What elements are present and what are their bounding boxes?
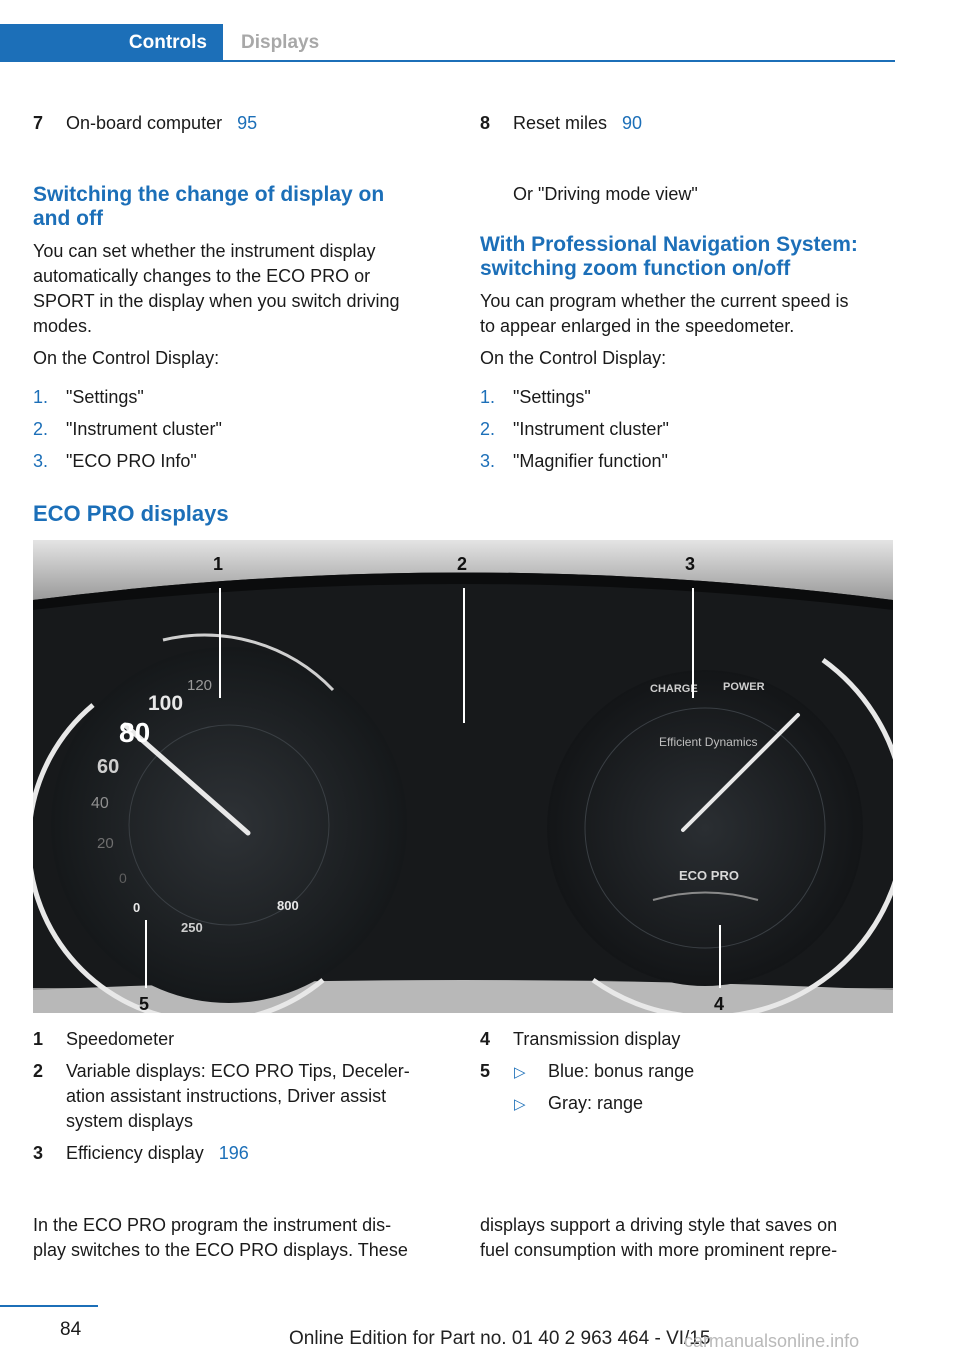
zoom-step-num: 1. <box>480 387 496 407</box>
switching-paragraph <box>33 239 453 339</box>
speed-tick-80: 80 <box>119 717 151 748</box>
callout-4: 4 <box>714 994 725 1013</box>
power-label: POWER <box>723 681 765 693</box>
legend-2-line: Variable displays: ECO PRO Tips, Deceler- <box>66 1061 410 1081</box>
eco-pro-dial-label: ECO PRO <box>679 868 739 883</box>
tab-controls[interactable]: Controls <box>0 24 223 62</box>
range-label-0: 0 <box>133 900 141 915</box>
legend-2-line: system displays <box>66 1111 194 1131</box>
switching-para-line: SPORT in the display when you switch driving <box>33 291 400 311</box>
zoom-para-line: You can program whether the current speed is <box>480 291 849 311</box>
eco-pro-heading: ECO PRO displays <box>33 501 229 526</box>
callout-5: 5 <box>139 994 150 1013</box>
legend-5-number: 5 <box>480 1061 491 1081</box>
switching-para-line: automatically changes to the ECO PRO or <box>33 266 371 286</box>
range-label-800: 800 <box>277 898 299 913</box>
item-8-label <box>513 111 642 136</box>
zoom-heading <box>480 233 858 281</box>
instrument-cluster-illustration <box>33 540 893 1013</box>
legend-4-number: 4 <box>480 1029 491 1049</box>
item-7-text: On-board computer <box>66 113 223 133</box>
item-7-label <box>66 111 257 136</box>
item-8-page-ref[interactable]: 90 <box>622 113 643 133</box>
switching-step-text: "ECO PRO Info" <box>66 451 197 471</box>
switching-heading-line2: and off <box>33 207 103 230</box>
header-rule <box>0 60 895 62</box>
item-7-page-ref[interactable]: 95 <box>237 113 258 133</box>
speed-tick-0: 0 <box>119 870 127 886</box>
item-8-text: Reset miles <box>513 113 608 133</box>
speedometer-dial <box>51 647 407 1003</box>
item-8-alternative: Or "Driving mode view" <box>513 184 698 204</box>
range-label-250: 250 <box>181 920 203 935</box>
callout-1: 1 <box>213 554 224 574</box>
speed-tick-40: 40 <box>91 795 109 812</box>
footer-rule <box>0 1305 98 1307</box>
triangle-bullet-icon: ▷ <box>514 1064 526 1081</box>
callout-3: 3 <box>685 554 696 574</box>
zoom-step-num: 3. <box>480 451 496 471</box>
page-number: 84 <box>60 1319 82 1340</box>
zoom-step-text: "Magnifier function" <box>513 451 668 471</box>
switching-step-num: 1. <box>33 387 49 407</box>
legend-2-line: ation assistant instructions, Driver assist <box>66 1086 387 1106</box>
switching-step-num: 3. <box>33 451 49 471</box>
watermark: carmanualsonline.info <box>684 1331 860 1351</box>
instrument-cluster-figure <box>33 540 893 1013</box>
zoom-step-num: 2. <box>480 419 496 439</box>
legend-2-number: 2 <box>33 1061 44 1081</box>
speed-tick-120: 120 <box>187 677 213 694</box>
bottom-paragraph-right <box>480 1213 910 1263</box>
legend-5-bullet-text: Gray: range <box>548 1093 644 1113</box>
switching-step-num: 2. <box>33 419 49 439</box>
tab-displays[interactable]: Displays <box>241 32 320 53</box>
zoom-heading-line2: switching zoom function on/off <box>480 257 791 280</box>
zoom-para-line: to appear enlarged in the speedometer. <box>480 316 795 336</box>
zoom-step-text: "Instrument cluster" <box>513 419 669 439</box>
callout-2: 2 <box>457 554 468 574</box>
switching-step-text: "Instrument cluster" <box>66 419 222 439</box>
legend-3-number: 3 <box>33 1143 44 1163</box>
zoom-heading-line1: With Professional Navigation System: <box>480 233 858 256</box>
zoom-step-text: "Settings" <box>513 387 591 407</box>
item-8-number: 8 <box>480 113 491 133</box>
switching-heading <box>33 183 384 231</box>
legend-3-label: Efficiency display <box>66 1143 204 1163</box>
zoom-control-display: On the Control Display: <box>480 348 667 368</box>
triangle-bullet-icon: ▷ <box>514 1096 526 1113</box>
switching-control-display: On the Control Display: <box>33 348 220 368</box>
efficient-dynamics-label: Efficient Dynamics <box>659 735 758 749</box>
speed-tick-100: 100 <box>148 692 184 715</box>
switching-step-text: "Settings" <box>66 387 144 407</box>
zoom-paragraph <box>480 289 900 339</box>
bottom-right-line: displays support a driving style that saves on <box>480 1215 838 1235</box>
speed-tick-20: 20 <box>97 835 114 852</box>
charge-label: CHARGE <box>650 683 698 695</box>
speed-tick-60: 60 <box>97 756 120 778</box>
switching-para-line: You can set whether the instrument display <box>33 241 376 261</box>
legend-1-text: Speedometer <box>66 1029 175 1049</box>
legend-2-text <box>66 1059 456 1134</box>
item-7-number: 7 <box>33 113 44 133</box>
legend-3-page-ref[interactable]: 196 <box>218 1143 249 1163</box>
bottom-paragraph-left <box>33 1213 463 1263</box>
bottom-right-line: fuel consumption with more prominent repre- <box>480 1240 838 1260</box>
legend-4-text: Transmission display <box>513 1029 681 1049</box>
efficiency-dial <box>547 670 863 986</box>
switching-heading-line1: Switching the change of display on <box>33 183 385 206</box>
legend-1-number: 1 <box>33 1029 44 1049</box>
bottom-left-line: play switches to the ECO PRO displays. These <box>33 1240 408 1260</box>
switching-para-line: modes. <box>33 316 93 336</box>
legend-5-bullet-text: Blue: bonus range <box>548 1061 695 1081</box>
legend-3-text <box>66 1141 249 1166</box>
edition-note: Online Edition for Part no. 01 40 2 963 464 - VI/15 <box>289 1328 711 1349</box>
bottom-left-line: In the ECO PRO program the instrument dis- <box>33 1215 392 1235</box>
